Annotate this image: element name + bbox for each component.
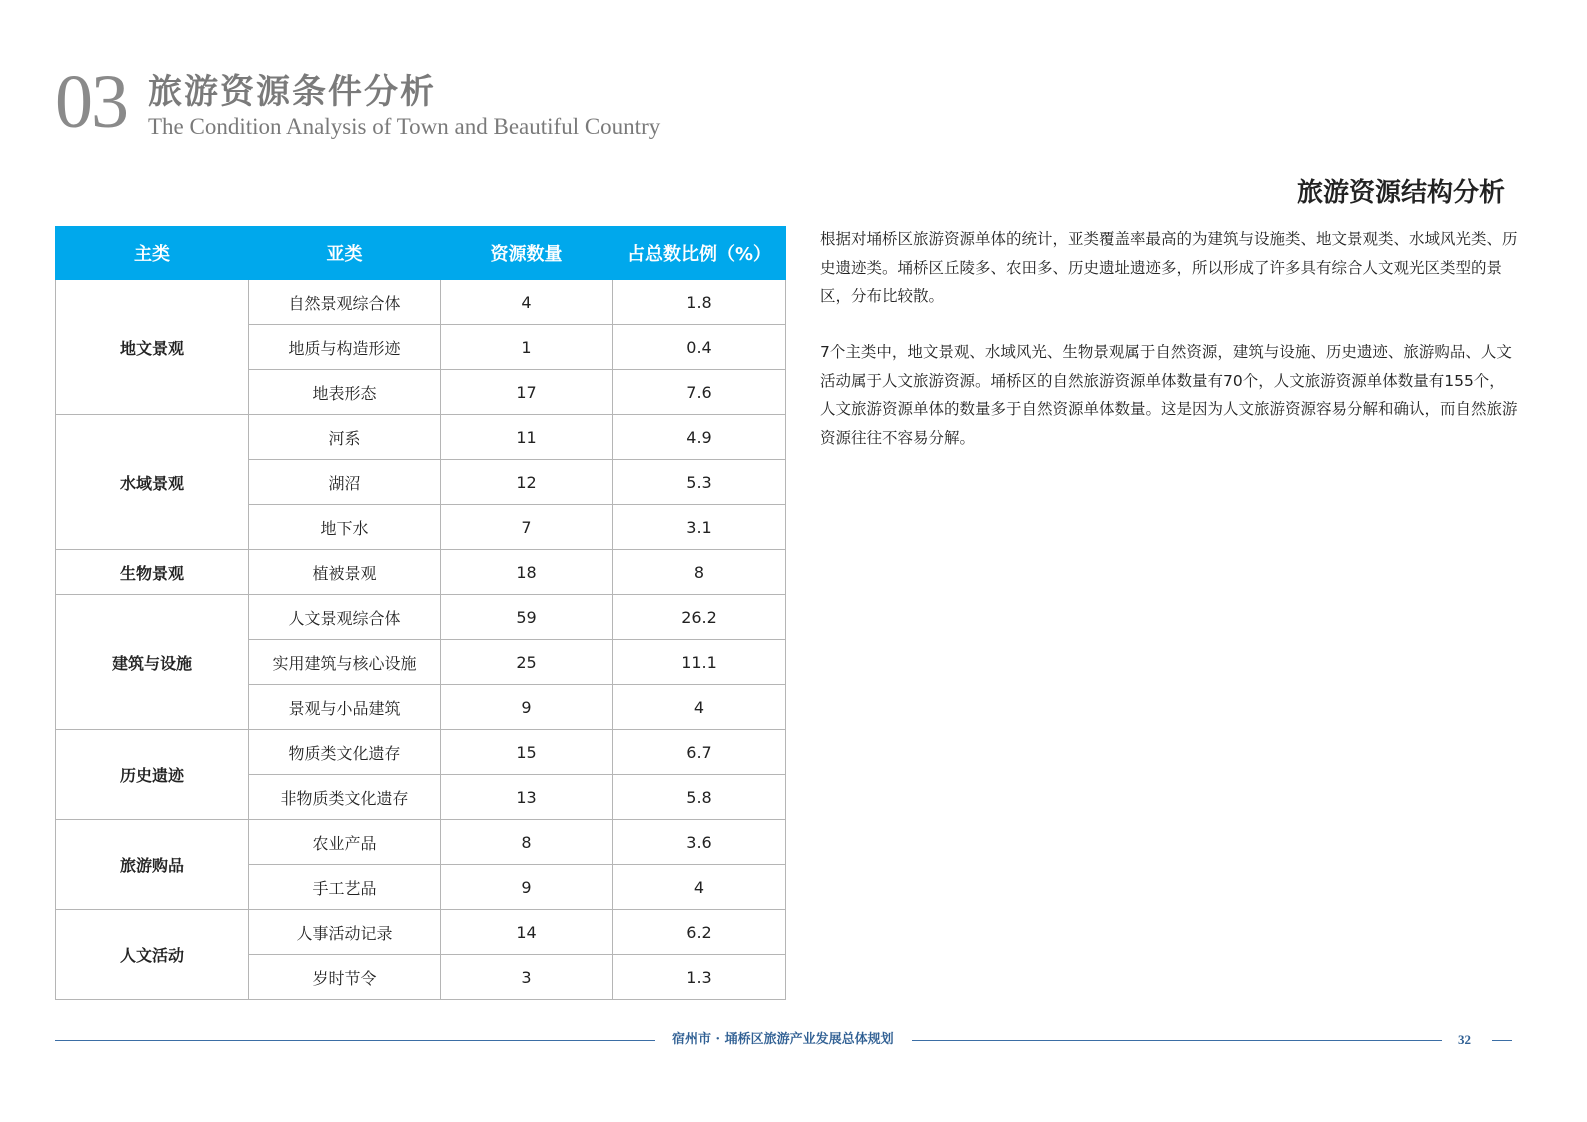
- main-category-cell: 建筑与设施: [56, 595, 249, 730]
- table-row: [56, 820, 786, 865]
- percentage-cell: 1.8: [613, 280, 786, 325]
- header-resource-count: 资源数量: [441, 227, 613, 280]
- section-paragraph: 根据对埇桥区旅游资源单体的统计，亚类覆盖率最高的为建筑与设施类、地文景观类、水域风光类、历史遗迹类。埇桥区丘陵多、农田多、历史遗址遗迹多，所以形成了许多具有综合人文观光区类型的景区，分布比较散。: [820, 230, 1518, 305]
- percentage-cell: 6.2: [613, 910, 786, 955]
- percentage-cell: 5.3: [613, 460, 786, 505]
- main-category-cell: 生物景观: [56, 550, 249, 595]
- sub-category-cell: 物质类文化遗存: [249, 730, 441, 775]
- chapter-subtitle: The Condition Analysis of Town and Beautiful Country: [148, 114, 661, 139]
- sub-category-cell: 河系: [249, 415, 441, 460]
- header-percentage: 占总数比例（%）: [613, 227, 786, 280]
- percentage-cell: 4: [613, 685, 786, 730]
- count-cell: 9: [441, 865, 613, 910]
- percentage-cell: 3.6: [613, 820, 786, 865]
- count-cell: 25: [441, 640, 613, 685]
- sub-category-cell: 自然景观综合体: [249, 280, 441, 325]
- sub-category-cell: 地表形态: [249, 370, 441, 415]
- count-cell: 17: [441, 370, 613, 415]
- section-paragraph: 7个主类中，地文景观、水域风光、生物景观属于自然资源，建筑与设施、历史遗迹、旅游购品、人文活动属于人文旅游资源。埇桥区的自然旅游资源单体数量有70个，人文旅游资源单体数量有155个，人文旅游资源单体的数量多于自然资源单体数量。这是因为人文旅游资源容易分解和确认，而自然旅游资源往往不容易分解。: [820, 343, 1518, 447]
- count-cell: 13: [441, 775, 613, 820]
- header-sub-category: 亚类: [249, 227, 441, 280]
- page-number: 32: [1458, 1032, 1471, 1047]
- main-category-cell: 历史遗迹: [56, 730, 249, 820]
- sub-category-cell: 农业产品: [249, 820, 441, 865]
- percentage-cell: 8: [613, 550, 786, 595]
- percentage-cell: 6.7: [613, 730, 786, 775]
- sub-category-cell: 地下水: [249, 505, 441, 550]
- resource-table: [55, 226, 786, 1000]
- count-cell: 7: [441, 505, 613, 550]
- count-cell: 1: [441, 325, 613, 370]
- sub-category-cell: 岁时节令: [249, 955, 441, 1000]
- footer-divider-left: [55, 1040, 655, 1041]
- footer-document-title: 宿州市 · 埇桥区旅游产业发展总体规划: [672, 1032, 894, 1047]
- header-main-category: 主类: [56, 227, 249, 280]
- table-row: [56, 280, 786, 325]
- sub-category-cell: 湖沼: [249, 460, 441, 505]
- count-cell: 9: [441, 685, 613, 730]
- percentage-cell: 3.1: [613, 505, 786, 550]
- percentage-cell: 5.8: [613, 775, 786, 820]
- main-category-cell: 旅游购品: [56, 820, 249, 910]
- table-row: [56, 910, 786, 955]
- percentage-cell: 0.4: [613, 325, 786, 370]
- sub-category-cell: 地质与构造形迹: [249, 325, 441, 370]
- percentage-cell: 1.3: [613, 955, 786, 1000]
- table-row: [56, 415, 786, 460]
- count-cell: 14: [441, 910, 613, 955]
- count-cell: 59: [441, 595, 613, 640]
- main-category-cell: 水域景观: [56, 415, 249, 550]
- table-header-row: [56, 227, 786, 280]
- table-row: [56, 595, 786, 640]
- table-row: [56, 730, 786, 775]
- sub-category-cell: 植被景观: [249, 550, 441, 595]
- main-category-cell: 地文景观: [56, 280, 249, 415]
- main-category-cell: 人文活动: [56, 910, 249, 1000]
- sub-category-cell: 手工艺品: [249, 865, 441, 910]
- count-cell: 8: [441, 820, 613, 865]
- percentage-cell: 11.1: [613, 640, 786, 685]
- sub-category-cell: 实用建筑与核心设施: [249, 640, 441, 685]
- footer-divider-end: [1492, 1040, 1512, 1041]
- percentage-cell: 4.9: [613, 415, 786, 460]
- section-title: 旅游资源结构分析: [1296, 178, 1505, 208]
- percentage-cell: 7.6: [613, 370, 786, 415]
- count-cell: 18: [441, 550, 613, 595]
- chapter-number: 03: [55, 60, 127, 144]
- count-cell: 12: [441, 460, 613, 505]
- sub-category-cell: 人事活动记录: [249, 910, 441, 955]
- sub-category-cell: 人文景观综合体: [249, 595, 441, 640]
- count-cell: 3: [441, 955, 613, 1000]
- percentage-cell: 4: [613, 865, 786, 910]
- count-cell: 4: [441, 280, 613, 325]
- sub-category-cell: 非物质类文化遗存: [249, 775, 441, 820]
- count-cell: 11: [441, 415, 613, 460]
- chapter-title: 旅游资源条件分析: [148, 72, 436, 112]
- footer-divider-right: [912, 1040, 1442, 1041]
- count-cell: 15: [441, 730, 613, 775]
- table-row: [56, 550, 786, 595]
- sub-category-cell: 景观与小品建筑: [249, 685, 441, 730]
- percentage-cell: 26.2: [613, 595, 786, 640]
